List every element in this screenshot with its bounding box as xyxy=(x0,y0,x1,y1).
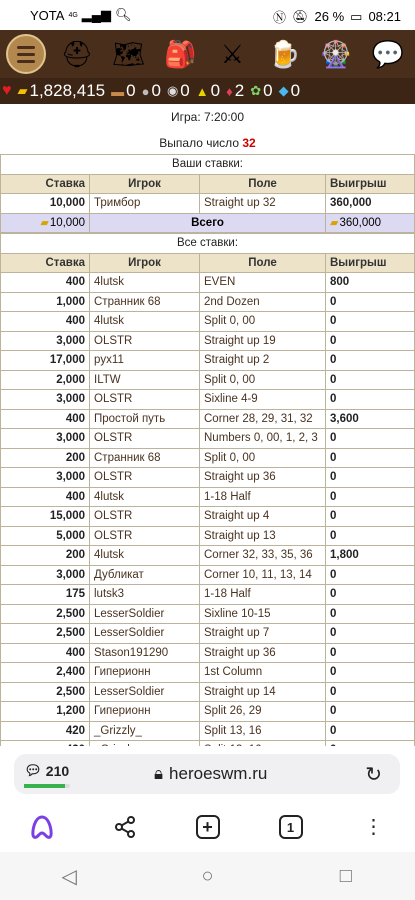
bet-row xyxy=(1,682,415,702)
diamond-resource: ◆ 0 xyxy=(278,81,301,100)
player-link[interactable]: Простой путь xyxy=(90,409,200,429)
bet-field: Straight up 36 xyxy=(200,643,326,663)
comment-icon: 💬︎ xyxy=(24,762,42,778)
bet-amount: 10,000 xyxy=(1,194,90,214)
bet-field: Straight up 13 xyxy=(200,526,326,546)
player-link[interactable]: 4lutsk xyxy=(90,273,200,293)
bet-amount: 17,000 xyxy=(1,351,90,371)
bet-field: EVEN xyxy=(200,273,326,293)
player-link[interactable]: LesserSoldier xyxy=(90,624,200,644)
bet-field: Split 0, 00 xyxy=(200,448,326,468)
bet-row xyxy=(1,390,415,410)
player-link[interactable]: 4lutsk xyxy=(90,487,200,507)
player-link[interactable]: Гиперионн xyxy=(90,702,200,722)
sulfur-icon: ▲ xyxy=(195,83,209,99)
status-right xyxy=(273,7,401,26)
bet-row xyxy=(1,370,415,390)
url-text: heroeswm.ru xyxy=(169,764,268,783)
player-link[interactable]: OLSTR xyxy=(90,507,200,527)
bet-amount: 1,200 xyxy=(1,702,90,722)
my-bet-row xyxy=(1,194,415,214)
all-bets-table xyxy=(0,233,415,761)
bet-row xyxy=(1,507,415,527)
bet-row xyxy=(1,643,415,663)
tabs-button[interactable] xyxy=(271,807,311,847)
recents-icon[interactable]: □ xyxy=(339,864,352,887)
win-amount: 0 xyxy=(326,390,415,410)
more-vert-icon: ⋮ xyxy=(363,816,384,838)
nfc-icon: Ⓝ xyxy=(272,10,286,25)
win-amount: 0 xyxy=(326,663,415,683)
battery-percent: 26 % xyxy=(314,9,345,24)
bet-field: Straight up 4 xyxy=(200,507,326,527)
total-win: 360,000 xyxy=(339,217,382,230)
bet-amount: 175 xyxy=(1,585,90,605)
ore-resource: ● 0 xyxy=(141,81,161,100)
gems-resource: ✿ 0 xyxy=(250,81,273,100)
gold-resource: ▰ 1,828,415 xyxy=(17,81,106,100)
map-scroll-icon[interactable]: 🗺 xyxy=(112,38,146,69)
win-amount: 0 xyxy=(326,604,415,624)
bet-amount: 400 xyxy=(1,273,90,293)
total-bet: 10,000 xyxy=(49,217,85,230)
bet-field: Split 0, 00 xyxy=(200,370,326,390)
bet-field: Straight up 36 xyxy=(200,468,326,488)
bet-row xyxy=(1,292,415,312)
url-field[interactable] xyxy=(154,764,267,784)
win-amount: 0 xyxy=(326,351,415,371)
wood-resource: ▬ 0 xyxy=(111,81,136,100)
win-amount: 0 xyxy=(326,507,415,527)
game-time: Игра: 7:20:00 xyxy=(170,110,245,124)
win-amount: 0 xyxy=(326,429,415,449)
bet-row xyxy=(1,448,415,468)
bet-field: Split 26, 29 xyxy=(200,702,326,722)
game-nav xyxy=(0,30,415,78)
gold-icon: ▰ xyxy=(40,217,49,230)
col-win: Выигрыш xyxy=(326,253,415,273)
bet-field: 2nd Dozen xyxy=(200,292,326,312)
mercury-icon: ◉ xyxy=(166,83,179,98)
col-bet: Ставка xyxy=(1,174,90,194)
carrier-name: YOTA xyxy=(30,7,65,23)
alice-button[interactable] xyxy=(22,807,62,847)
win-amount: 0 xyxy=(326,370,415,390)
win-amount: 0 xyxy=(326,448,415,468)
my-bets-table xyxy=(0,154,415,233)
bet-field: Numbers 0, 00, 1, 2, 3 xyxy=(200,429,326,449)
bet-row xyxy=(1,487,415,507)
bet-row xyxy=(1,331,415,351)
crystal-icon: ♦ xyxy=(226,83,233,99)
win-amount: 0 xyxy=(326,312,415,332)
signal-icon: ▂▄▆ xyxy=(81,7,111,22)
comment-count: 210 xyxy=(45,762,70,779)
bet-amount: 2,400 xyxy=(1,663,90,683)
bet-row xyxy=(1,409,415,429)
alice-icon xyxy=(28,813,56,841)
bet-row xyxy=(1,604,415,624)
player-link[interactable]: 4lutsk xyxy=(90,312,200,332)
player-link[interactable]: Гиперионн xyxy=(90,663,200,683)
drop-number: 32 xyxy=(242,136,256,150)
win-amount: 0 xyxy=(326,643,415,663)
bet-row xyxy=(1,526,415,546)
browser-toolbar xyxy=(0,802,415,852)
bet-amount: 3,000 xyxy=(1,565,90,585)
bet-field: 1-18 Half xyxy=(200,487,326,507)
player-link[interactable]: Дубликат xyxy=(90,565,200,585)
my-bets-header xyxy=(1,174,415,194)
bet-row xyxy=(1,546,415,566)
col-field: Поле xyxy=(200,174,326,194)
chat-icon[interactable]: 💬 xyxy=(371,38,405,69)
bet-row xyxy=(1,468,415,488)
wood-icon: ▬ xyxy=(111,83,125,99)
player-link[interactable]: pyx11 xyxy=(90,351,200,371)
bet-row xyxy=(1,429,415,449)
win-amount: 0 xyxy=(326,292,415,312)
progress-fill xyxy=(24,784,65,788)
bet-row xyxy=(1,585,415,605)
player-link[interactable]: ILTW xyxy=(90,370,200,390)
bet-row xyxy=(1,273,415,293)
bet-field: 1st Column xyxy=(200,663,326,683)
bet-field: Corner 10, 11, 13, 14 xyxy=(200,565,326,585)
bet-field: Straight up 7 xyxy=(200,624,326,644)
new-tab-button[interactable] xyxy=(188,807,228,847)
player-link[interactable]: OLSTR xyxy=(90,526,200,546)
bet-amount: 400 xyxy=(1,312,90,332)
win-amount: 0 xyxy=(326,487,415,507)
helmet-icon[interactable]: ⛑ xyxy=(60,38,94,69)
win-amount: 1,800 xyxy=(326,546,415,566)
col-field: Поле xyxy=(200,253,326,273)
total-label: Всего xyxy=(90,213,326,233)
diamond-icon: ◆ xyxy=(278,83,289,98)
share-icon xyxy=(113,815,137,839)
bet-row xyxy=(1,565,415,585)
player-link[interactable]: 4lutsk xyxy=(90,546,200,566)
player-link[interactable]: OLSTR xyxy=(90,390,200,410)
my-bets-caption: Ваши ставки: xyxy=(1,155,415,175)
address-bar[interactable] xyxy=(14,754,400,794)
status-bar xyxy=(0,0,415,30)
player-link[interactable]: LesserSoldier xyxy=(90,682,200,702)
win-amount: 0 xyxy=(326,624,415,644)
bet-amount: 5,000 xyxy=(1,526,90,546)
health-icon: ♥ xyxy=(2,82,12,99)
share-button[interactable] xyxy=(105,807,145,847)
bet-field: Split 0, 00 xyxy=(200,312,326,332)
bet-amount: 15,000 xyxy=(1,507,90,527)
all-bets-caption: Все ставки: xyxy=(1,234,415,254)
col-player: Игрок xyxy=(90,253,200,273)
bet-amount: 2,500 xyxy=(1,624,90,644)
status-left xyxy=(30,7,132,23)
win-amount: 360,000 xyxy=(326,194,415,214)
tabs-count: 1 xyxy=(279,815,303,839)
player-link[interactable]: OLSTR xyxy=(90,429,200,449)
player-link[interactable]: lutsk3 xyxy=(90,585,200,605)
win-amount: 0 xyxy=(326,526,415,546)
home-icon[interactable]: ○ xyxy=(201,864,214,887)
win-amount: 0 xyxy=(326,331,415,351)
bet-field: Corner 32, 33, 35, 36 xyxy=(200,546,326,566)
bet-field: Sixline 4-9 xyxy=(200,390,326,410)
roulette-icon[interactable]: 🎡 xyxy=(319,38,353,69)
player-link[interactable]: Тримбор xyxy=(90,194,200,214)
mercury-resource: ◉ 0 xyxy=(166,81,190,100)
bet-amount: 2,500 xyxy=(1,604,90,624)
all-bets-header xyxy=(1,253,415,273)
search-icon: 🔍︎ xyxy=(115,7,132,22)
bet-row xyxy=(1,351,415,371)
win-amount: 0 xyxy=(326,565,415,585)
player-link[interactable]: Stason191290 xyxy=(90,643,200,663)
bet-amount: 3,000 xyxy=(1,331,90,351)
player-link[interactable]: LesserSoldier xyxy=(90,604,200,624)
player-link[interactable]: Странник 68 xyxy=(90,292,200,312)
back-icon[interactable]: ◁ xyxy=(61,865,77,888)
bet-amount: 420 xyxy=(1,721,90,741)
bet-amount: 400 xyxy=(1,487,90,507)
bet-amount: 2,500 xyxy=(1,682,90,702)
bet-row xyxy=(1,702,415,722)
sulfur-resource: ▲ 0 xyxy=(195,81,221,100)
bet-amount: 200 xyxy=(1,448,90,468)
win-amount: 0 xyxy=(326,682,415,702)
total-win-cell xyxy=(326,213,415,233)
col-win: Выигрыш xyxy=(326,174,415,194)
win-amount: 800 xyxy=(326,273,415,293)
roulette-results xyxy=(0,104,415,746)
reload-icon[interactable]: ↻ xyxy=(365,764,382,786)
network-type: 4G xyxy=(68,11,78,19)
page-progress xyxy=(24,784,70,788)
drop-label: Выпало число xyxy=(159,136,239,150)
bet-field: 1-18 Half xyxy=(200,585,326,605)
bag-icon[interactable]: 🎒 xyxy=(164,38,197,69)
win-amount: 0 xyxy=(326,721,415,741)
player-link[interactable]: OLSTR xyxy=(90,331,200,351)
drop-result xyxy=(0,132,415,154)
crystal-resource: ♦ 2 xyxy=(226,81,245,100)
bet-amount: 3,000 xyxy=(1,390,90,410)
col-bet: Ставка xyxy=(1,253,90,273)
win-amount: 3,600 xyxy=(326,409,415,429)
browser-bar xyxy=(0,746,415,802)
bet-field: Straight up 14 xyxy=(200,682,326,702)
bet-row xyxy=(1,721,415,741)
col-player: Игрок xyxy=(90,174,200,194)
mute-icon: 🔕︎ xyxy=(292,8,309,24)
ore-icon: ● xyxy=(141,83,150,99)
bet-amount: 400 xyxy=(1,409,90,429)
bet-row xyxy=(1,624,415,644)
gold-icon: ▰ xyxy=(17,83,28,98)
more-menu-button[interactable] xyxy=(354,807,394,847)
clock: 08:21 xyxy=(368,9,401,24)
bet-row xyxy=(1,312,415,332)
player-link[interactable]: _Grizzly_ xyxy=(90,721,200,741)
bet-row xyxy=(1,663,415,683)
menu-button[interactable] xyxy=(6,34,46,74)
battery-icon: ▭ xyxy=(350,8,363,24)
bet-field: Straight up 32 xyxy=(200,194,326,214)
comments-counter[interactable] xyxy=(24,762,69,779)
player-link[interactable]: Странник 68 xyxy=(90,448,200,468)
lock-icon: 🔒︎ xyxy=(154,764,164,783)
tavern-icon[interactable]: 🍺 xyxy=(268,38,301,69)
win-amount: 0 xyxy=(326,585,415,605)
bet-field: Corner 28, 29, 31, 32 xyxy=(200,409,326,429)
win-amount: 0 xyxy=(326,468,415,488)
gold-icon: ▰ xyxy=(330,217,339,230)
player-link[interactable]: OLSTR xyxy=(90,468,200,488)
swords-icon[interactable]: ⚔ xyxy=(220,38,245,69)
gems-icon: ✿ xyxy=(250,83,262,98)
bet-field: Straight up 2 xyxy=(200,351,326,371)
bet-amount: 2,000 xyxy=(1,370,90,390)
total-bet-cell xyxy=(1,213,90,233)
bet-field: Sixline 10-15 xyxy=(200,604,326,624)
bet-field: Split 13, 16 xyxy=(200,721,326,741)
system-nav xyxy=(0,852,415,900)
my-bets-total xyxy=(1,213,415,233)
bet-amount: 200 xyxy=(1,546,90,566)
bet-amount: 400 xyxy=(1,643,90,663)
bet-amount: 1,000 xyxy=(1,292,90,312)
resources-bar xyxy=(0,78,415,104)
win-amount: 0 xyxy=(326,702,415,722)
bet-amount: 3,000 xyxy=(1,468,90,488)
bet-field: Straight up 19 xyxy=(200,331,326,351)
plus-icon: + xyxy=(196,815,220,839)
bet-amount: 3,000 xyxy=(1,429,90,449)
